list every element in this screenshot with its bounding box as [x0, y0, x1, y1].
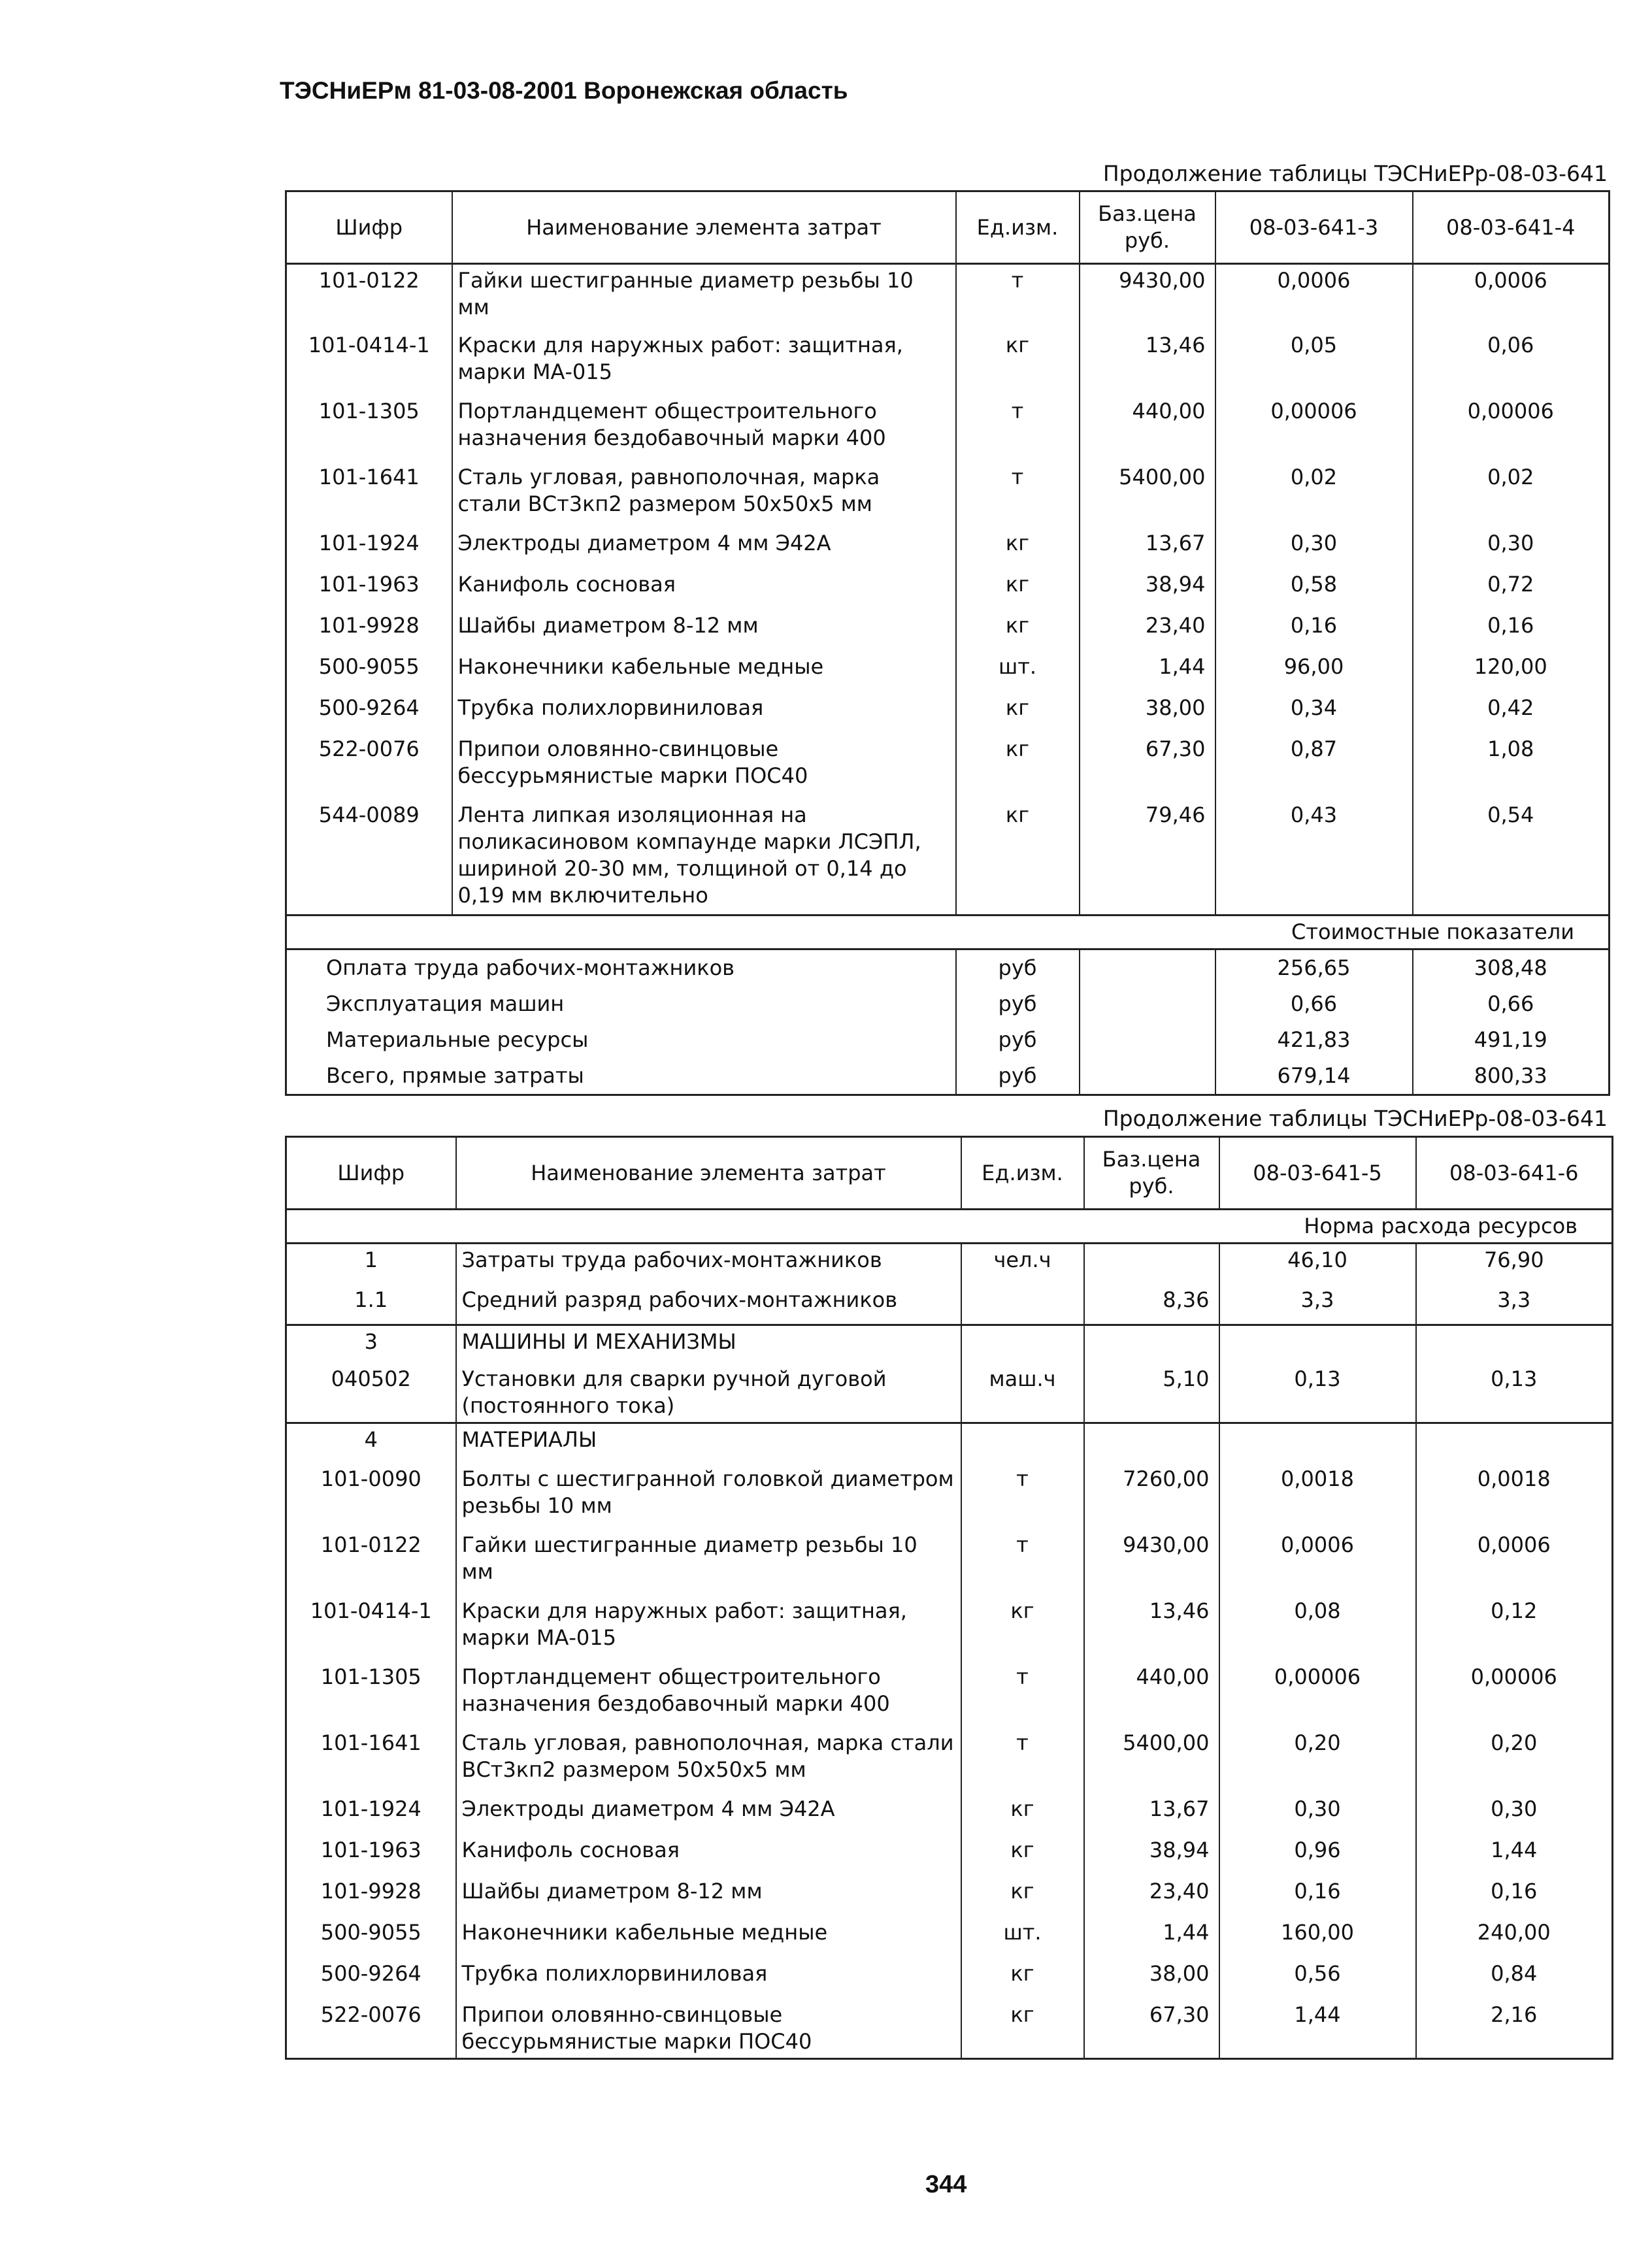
norm-value-b: 0,72 [1413, 569, 1610, 610]
resource-name: Установки для сварки ручной дуговой (постоянного тока) [456, 1363, 961, 1423]
resource-code: 101-9928 [286, 610, 452, 651]
resource-name: Затраты труда рабочих-монтажников [456, 1244, 961, 1284]
resource-unit: шт. [961, 1917, 1084, 1958]
summary-row [286, 1022, 1610, 1058]
resource-name: Краски для наружных работ: защитная, марки МА-015 [456, 1595, 961, 1661]
table1-caption: Продолжение таблицы ТЭСНиЕРр-08-03-641 [1102, 161, 1608, 186]
base-price: 13,46 [1080, 329, 1215, 395]
base-price: 9430,00 [1084, 1529, 1219, 1595]
table-row [286, 610, 1610, 651]
resource-name: Болты с шестигранной головкой диаметром резьбы 10 мм [456, 1463, 961, 1529]
empty-cell [1080, 1058, 1215, 1095]
resource-name: Шайбы диаметром 8-12 мм [452, 610, 956, 651]
norm-value-b: 0,16 [1413, 610, 1610, 651]
col-header-code: Шифр [286, 191, 452, 264]
resource-code: 101-1924 [286, 527, 452, 569]
resource-unit [961, 1423, 1084, 1463]
table-row [286, 733, 1610, 799]
norm-value-a: 0,0006 [1219, 1529, 1416, 1595]
resource-unit: кг [956, 799, 1080, 916]
norm-value-a: 0,20 [1219, 1727, 1416, 1793]
norm-value-a: 0,00006 [1219, 1661, 1416, 1727]
norm-value-b: 76,90 [1416, 1244, 1613, 1284]
resource-code: 101-0414-1 [286, 1595, 456, 1661]
resource-code: 500-9264 [286, 1958, 456, 1999]
resource-code: 101-0122 [286, 1529, 456, 1595]
col-header-price: Баз.цена руб. [1080, 191, 1215, 264]
base-price: 79,46 [1080, 799, 1215, 916]
section-label: Стоимостные показатели [286, 916, 1610, 949]
base-price: 5,10 [1084, 1363, 1219, 1423]
summary-label: Материальные ресурсы [286, 1022, 956, 1058]
resource-unit: кг [961, 1595, 1084, 1661]
table2-section-row [286, 1210, 1613, 1244]
resource-code: 101-1963 [286, 569, 452, 610]
resource-name: Гайки шестигранные диаметр резьбы 10 мм [456, 1529, 961, 1595]
norm-value-b: 2,16 [1416, 1999, 1613, 2059]
resource-unit: т [961, 1529, 1084, 1595]
resource-unit: кг [961, 1875, 1084, 1917]
resource-unit [961, 1284, 1084, 1325]
resource-code: 101-1305 [286, 395, 452, 461]
table-row [286, 1463, 1613, 1529]
col-header-price: Баз.цена руб. [1084, 1137, 1219, 1210]
norm-value-a: 0,96 [1219, 1834, 1416, 1875]
resource-unit: т [956, 264, 1080, 329]
resource-name: Лента липкая изоляционная на поликасиновом компаунде марки ЛСЭПЛ, шириной 20-30 мм, толщиной от 0,14 до 0,19 мм включительно [452, 799, 956, 916]
resource-unit: т [956, 395, 1080, 461]
table-row [286, 527, 1610, 569]
norm-value-b: 0,02 [1413, 461, 1610, 527]
norm-value-a: 0,16 [1219, 1875, 1416, 1917]
resource-unit: кг [961, 1793, 1084, 1834]
norm-value-b: 1,08 [1413, 733, 1610, 799]
resource-code: 1 [286, 1244, 456, 1284]
table-row [286, 1834, 1613, 1875]
resource-name: Сталь угловая, равнополочная, марка стали ВСт3кп2 размером 50x50x5 мм [456, 1727, 961, 1793]
norm-value-a [1219, 1423, 1416, 1463]
resource-code: 544-0089 [286, 799, 452, 916]
table-row [286, 1423, 1613, 1463]
base-price: 440,00 [1080, 395, 1215, 461]
norm-value-a: 160,00 [1219, 1917, 1416, 1958]
summary-value-b: 0,66 [1413, 986, 1610, 1022]
resource-name: Гайки шестигранные диаметр резьбы 10 мм [452, 264, 956, 329]
norm-value-b: 240,00 [1416, 1917, 1613, 1958]
summary-unit: руб [956, 1022, 1080, 1058]
col-header-unit: Ед.изм. [961, 1137, 1084, 1210]
table-row [286, 1999, 1613, 2059]
table-row [286, 1793, 1613, 1834]
resource-unit: т [956, 461, 1080, 527]
resource-name: Портландцемент общестроительного назначения бездобавочный марки 400 [456, 1661, 961, 1727]
norm-value-b: 0,00006 [1413, 395, 1610, 461]
norm-value-a: 0,08 [1219, 1595, 1416, 1661]
table1-section-row [286, 916, 1610, 949]
resource-code: 500-9055 [286, 651, 452, 692]
table-row [286, 1325, 1613, 1363]
resource-code: 4 [286, 1423, 456, 1463]
resource-unit: т [961, 1727, 1084, 1793]
resource-code: 101-1641 [286, 461, 452, 527]
norm-value-b: 0,30 [1413, 527, 1610, 569]
resource-name: Сталь угловая, равнополочная, марка стали ВСт3кп2 размером 50x50x5 мм [452, 461, 956, 527]
resource-unit: кг [961, 1958, 1084, 1999]
resource-code: 522-0076 [286, 1999, 456, 2059]
base-price: 1,44 [1084, 1917, 1219, 1958]
resource-unit: т [961, 1463, 1084, 1529]
resource-name: Припои оловянно-свинцовые бессурьмянистые марки ПОС40 [456, 1999, 961, 2059]
norm-value-b: 0,00006 [1416, 1661, 1613, 1727]
norm-value-b: 0,20 [1416, 1727, 1613, 1793]
norm-value-b: 0,30 [1416, 1793, 1613, 1834]
resource-name: Наконечники кабельные медные [456, 1917, 961, 1958]
col-header-name: Наименование элемента затрат [452, 191, 956, 264]
resource-code: 101-0090 [286, 1463, 456, 1529]
summary-value-a: 0,66 [1215, 986, 1413, 1022]
norm-value-b: 0,12 [1416, 1595, 1613, 1661]
resource-code: 101-1305 [286, 1661, 456, 1727]
base-price: 38,00 [1084, 1958, 1219, 1999]
empty-cell [1080, 986, 1215, 1022]
norm-value-a: 0,30 [1215, 527, 1413, 569]
table-row [286, 1284, 1613, 1325]
norm-value-a: 46,10 [1219, 1244, 1416, 1284]
norm-value-a: 0,00006 [1215, 395, 1413, 461]
section-label: Норма расхода ресурсов [286, 1210, 1613, 1244]
table-row [286, 1875, 1613, 1917]
summary-label: Эксплуатация машин [286, 986, 956, 1022]
resource-unit: кг [956, 733, 1080, 799]
summary-value-a: 256,65 [1215, 949, 1413, 987]
resource-code: 101-0122 [286, 264, 452, 329]
resource-name: Канифоль сосновая [452, 569, 956, 610]
base-price: 67,30 [1080, 733, 1215, 799]
base-price: 67,30 [1084, 1999, 1219, 2059]
norm-value-b: 0,13 [1416, 1363, 1613, 1423]
resource-code: 1.1 [286, 1284, 456, 1325]
norm-value-b: 1,44 [1416, 1834, 1613, 1875]
table-row [286, 651, 1610, 692]
resource-name: Припои оловянно-свинцовые бессурьмянистые марки ПОС40 [452, 733, 956, 799]
resource-code: 101-1641 [286, 1727, 456, 1793]
resource-code: 040502 [286, 1363, 456, 1423]
norm-value-b: 0,0006 [1416, 1529, 1613, 1595]
norm-value-b: 120,00 [1413, 651, 1610, 692]
table-row [286, 1363, 1613, 1423]
base-price: 7260,00 [1084, 1463, 1219, 1529]
resource-unit: маш.ч [961, 1363, 1084, 1423]
norm-value-a: 0,56 [1219, 1958, 1416, 1999]
resource-name: МАШИНЫ И МЕХАНИЗМЫ [456, 1325, 961, 1363]
resource-code: 500-9264 [286, 692, 452, 733]
resource-unit: кг [956, 692, 1080, 733]
resource-code: 522-0076 [286, 733, 452, 799]
resource-name: Портландцемент общестроительного назначения бездобавочный марки 400 [452, 395, 956, 461]
resource-table-2 [285, 1136, 1613, 2060]
resource-name: Канифоль сосновая [456, 1834, 961, 1875]
resource-table-1 [285, 190, 1610, 1096]
table-row [286, 799, 1610, 916]
col-header-name: Наименование элемента затрат [456, 1137, 961, 1210]
table1-header-row [286, 191, 1610, 264]
norm-value-b: 0,0006 [1413, 264, 1610, 329]
resource-unit: т [961, 1661, 1084, 1727]
resource-unit: кг [961, 1999, 1084, 2059]
table1-body [286, 264, 1610, 916]
norm-value-a: 96,00 [1215, 651, 1413, 692]
table-row [286, 1958, 1613, 1999]
base-price: 1,44 [1080, 651, 1215, 692]
resource-code: 101-1924 [286, 1793, 456, 1834]
table-row [286, 1661, 1613, 1727]
table2-section [286, 1210, 1613, 1244]
col-header-code: Шифр [286, 1137, 456, 1210]
table1-summary [286, 916, 1610, 949]
norm-value-b: 3,3 [1416, 1284, 1613, 1325]
summary-value-b: 800,33 [1413, 1058, 1610, 1095]
base-price: 38,94 [1084, 1834, 1219, 1875]
table-row [286, 1727, 1613, 1793]
summary-label: Всего, прямые затраты [286, 1058, 956, 1095]
base-price [1084, 1244, 1219, 1284]
table1-summary-rows [286, 949, 1610, 1095]
resource-unit [961, 1325, 1084, 1363]
resource-unit: кг [956, 610, 1080, 651]
base-price: 23,40 [1084, 1875, 1219, 1917]
norm-value-a: 0,0006 [1215, 264, 1413, 329]
resource-code: 101-9928 [286, 1875, 456, 1917]
base-price: 9430,00 [1080, 264, 1215, 329]
document-header: ТЭСНиЕРм 81-03-08-2001 Воронежская область [280, 77, 848, 104]
base-price: 13,46 [1084, 1595, 1219, 1661]
summary-row [286, 1058, 1610, 1095]
resource-name: МАТЕРИАЛЫ [456, 1423, 961, 1463]
table-row [286, 692, 1610, 733]
empty-cell [1080, 1022, 1215, 1058]
resource-unit: кг [956, 527, 1080, 569]
norm-value-a: 0,43 [1215, 799, 1413, 916]
resource-name: Краски для наружных работ: защитная, марки МА-015 [452, 329, 956, 395]
col-header-norm-a: 08-03-641-5 [1219, 1137, 1416, 1210]
norm-value-a: 1,44 [1219, 1999, 1416, 2059]
table-row [286, 395, 1610, 461]
summary-unit: руб [956, 949, 1080, 987]
base-price [1084, 1423, 1219, 1463]
base-price: 23,40 [1080, 610, 1215, 651]
norm-value-a: 0,30 [1219, 1793, 1416, 1834]
summary-label: Оплата труда рабочих-монтажников [286, 949, 956, 987]
norm-value-b: 0,42 [1413, 692, 1610, 733]
col-header-norm-b: 08-03-641-4 [1413, 191, 1610, 264]
resource-code: 3 [286, 1325, 456, 1363]
col-header-norm-b: 08-03-641-6 [1416, 1137, 1613, 1210]
norm-value-b: 0,0018 [1416, 1463, 1613, 1529]
norm-value-a: 3,3 [1219, 1284, 1416, 1325]
norm-value-a: 0,58 [1215, 569, 1413, 610]
table-row [286, 1244, 1613, 1284]
resource-name: Средний разряд рабочих-монтажников [456, 1284, 961, 1325]
table2-body [286, 1244, 1613, 2059]
table-row [286, 264, 1610, 329]
base-price [1084, 1325, 1219, 1363]
summary-unit: руб [956, 1058, 1080, 1095]
summary-row [286, 986, 1610, 1022]
norm-value-b: 0,84 [1416, 1958, 1613, 1999]
norm-value-a: 0,05 [1215, 329, 1413, 395]
table2-caption: Продолжение таблицы ТЭСНиЕРр-08-03-641 [1102, 1106, 1608, 1131]
base-price: 8,36 [1084, 1284, 1219, 1325]
resource-code: 500-9055 [286, 1917, 456, 1958]
base-price: 38,94 [1080, 569, 1215, 610]
table-row [286, 569, 1610, 610]
resource-name: Электроды диаметром 4 мм Э42А [456, 1793, 961, 1834]
resource-unit: шт. [956, 651, 1080, 692]
base-price: 440,00 [1084, 1661, 1219, 1727]
norm-value-a: 0,87 [1215, 733, 1413, 799]
resource-code: 101-0414-1 [286, 329, 452, 395]
table-row [286, 1529, 1613, 1595]
col-header-norm-a: 08-03-641-3 [1215, 191, 1413, 264]
summary-value-b: 491,19 [1413, 1022, 1610, 1058]
table-row [286, 329, 1610, 395]
norm-value-a: 0,0018 [1219, 1463, 1416, 1529]
table-row [286, 1595, 1613, 1661]
resource-name: Шайбы диаметром 8-12 мм [456, 1875, 961, 1917]
summary-row [286, 949, 1610, 987]
norm-value-b: 0,54 [1413, 799, 1610, 916]
summary-value-a: 679,14 [1215, 1058, 1413, 1095]
table-row [286, 461, 1610, 527]
norm-value-b [1416, 1325, 1613, 1363]
summary-value-a: 421,83 [1215, 1022, 1413, 1058]
summary-unit: руб [956, 986, 1080, 1022]
summary-value-b: 308,48 [1413, 949, 1610, 987]
resource-unit: чел.ч [961, 1244, 1084, 1284]
base-price: 13,67 [1084, 1793, 1219, 1834]
norm-value-b [1416, 1423, 1613, 1463]
base-price: 5400,00 [1084, 1727, 1219, 1793]
resource-unit: кг [956, 569, 1080, 610]
norm-value-b: 0,16 [1416, 1875, 1613, 1917]
norm-value-a: 0,34 [1215, 692, 1413, 733]
resource-name: Наконечники кабельные медные [452, 651, 956, 692]
base-price: 38,00 [1080, 692, 1215, 733]
base-price: 13,67 [1080, 527, 1215, 569]
col-header-unit: Ед.изм. [956, 191, 1080, 264]
empty-cell [1080, 949, 1215, 987]
norm-value-a [1219, 1325, 1416, 1363]
resource-code: 101-1963 [286, 1834, 456, 1875]
resource-name: Трубка полихлорвиниловая [456, 1958, 961, 1999]
resource-name: Трубка полихлорвиниловая [452, 692, 956, 733]
table2-header-row [286, 1137, 1613, 1210]
norm-value-b: 0,06 [1413, 329, 1610, 395]
resource-unit: кг [961, 1834, 1084, 1875]
norm-value-a: 0,16 [1215, 610, 1413, 651]
resource-name: Электроды диаметром 4 мм Э42А [452, 527, 956, 569]
norm-value-a: 0,02 [1215, 461, 1413, 527]
page-number: 344 [925, 2171, 967, 2198]
norm-value-a: 0,13 [1219, 1363, 1416, 1423]
resource-unit: кг [956, 329, 1080, 395]
table-row [286, 1917, 1613, 1958]
base-price: 5400,00 [1080, 461, 1215, 527]
